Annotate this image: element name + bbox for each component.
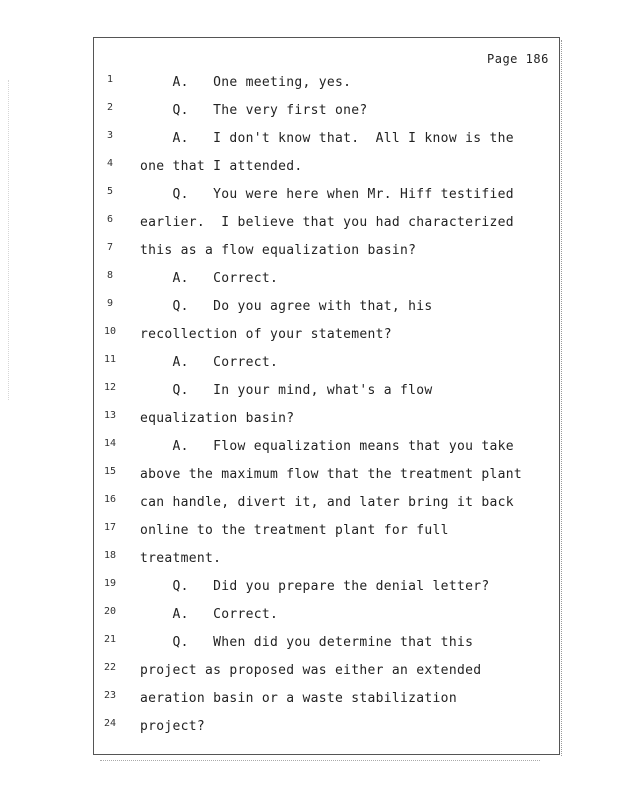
line-number: 16 xyxy=(103,494,117,505)
line-number: 21 xyxy=(103,634,117,645)
line-number: 20 xyxy=(103,606,117,617)
page-number: Page 186 xyxy=(487,52,549,66)
line-number: 22 xyxy=(103,662,117,673)
transcript-line: equalization basin? xyxy=(140,411,295,426)
transcript-line: A. Correct. xyxy=(140,607,279,622)
line-number: 19 xyxy=(103,578,117,589)
transcript-line: A. One meeting, yes. xyxy=(140,75,352,90)
scan-noise-left xyxy=(8,80,13,400)
transcript-line: Q. In your mind, what's a flow xyxy=(140,383,433,398)
line-number: 11 xyxy=(103,354,117,365)
line-number: 17 xyxy=(103,522,117,533)
line-number: 1 xyxy=(106,74,114,85)
transcript-line: project? xyxy=(140,719,206,734)
transcript-line: earlier. I believe that you had characterized xyxy=(140,215,514,230)
transcript-line: aeration basin or a waste stabilization xyxy=(140,691,457,706)
scan-noise-bottom xyxy=(100,760,540,761)
transcript-line: Q. The very first one? xyxy=(140,103,368,118)
transcript-line: A. I don't know that. All I know is the xyxy=(140,131,514,146)
transcript-line: A. Flow equalization means that you take xyxy=(140,439,514,454)
line-number: 15 xyxy=(103,466,117,477)
line-number: 5 xyxy=(106,186,114,197)
transcript-line: can handle, divert it, and later bring it back xyxy=(140,495,514,510)
line-number: 14 xyxy=(103,438,117,449)
transcript-line: Q. When did you determine that this xyxy=(140,635,474,650)
line-number: 2 xyxy=(106,102,114,113)
transcript-line: above the maximum flow that the treatment plant xyxy=(140,467,522,482)
transcript-line: recollection of your statement? xyxy=(140,327,392,342)
line-number: 6 xyxy=(106,214,114,225)
line-number: 23 xyxy=(103,690,117,701)
transcript-line: A. Correct. xyxy=(140,271,279,286)
line-number: 12 xyxy=(103,382,117,393)
transcript-line: Q. You were here when Mr. Hiff testified xyxy=(140,187,514,202)
line-number: 3 xyxy=(106,130,114,141)
line-number: 8 xyxy=(106,270,114,281)
line-number: 13 xyxy=(103,410,117,421)
transcript-line: one that I attended. xyxy=(140,159,303,174)
transcript-line: this as a flow equalization basin? xyxy=(140,243,417,258)
line-number: 4 xyxy=(106,158,114,169)
line-number: 9 xyxy=(106,298,114,309)
transcript-line: Q. Did you prepare the denial letter? xyxy=(140,579,490,594)
line-number: 18 xyxy=(103,550,117,561)
line-number: 10 xyxy=(103,326,117,337)
transcript-line: online to the treatment plant for full xyxy=(140,523,449,538)
transcript-line: A. Correct. xyxy=(140,355,279,370)
transcript-line: treatment. xyxy=(140,551,222,566)
transcript-line: project as proposed was either an extended xyxy=(140,663,482,678)
line-number: 24 xyxy=(103,718,117,729)
page-edge-shadow xyxy=(561,40,564,756)
line-number: 7 xyxy=(106,242,114,253)
transcript-line: Q. Do you agree with that, his xyxy=(140,299,433,314)
